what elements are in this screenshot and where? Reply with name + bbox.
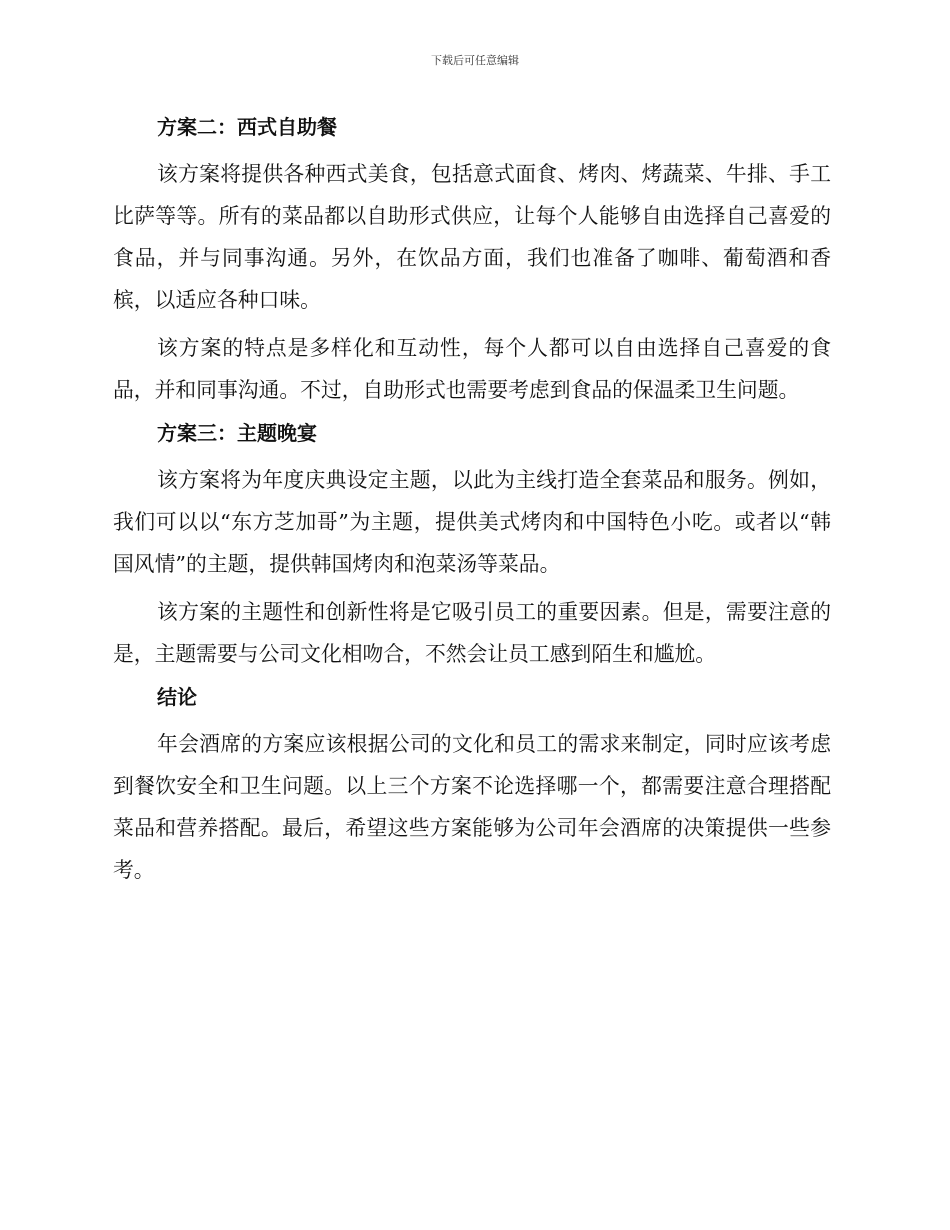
document-body: [113, 111, 831, 897]
paragraph: 该方案的特点是多样化和互动性，每个人都可以自由选择自己喜爱的食品，并和同事沟通。不过，自助形式也需要考虑到食品的保温柔卫生问题。: [113, 336, 831, 402]
paragraph: 该方案将为年度庆典设定主题，以此为主线打造全套菜品和服务。例如，我们可以以“东方芝加哥”为主题，提供美式烤肉和中国特色小吃。或者以“韩国风情”的主题，提供韩国烤肉和泡菜汤等菜品。: [113, 468, 831, 576]
section-heading-theme-dinner: 方案三：主题晚宴: [157, 421, 317, 445]
section-heading-buffet: 方案二：西式自助餐: [157, 115, 337, 139]
paragraph: 该方案将提供各种西式美食，包括意式面食、烤肉、烤蔬菜、牛排、手工比萨等等。所有的菜品都以自助形式供应，让每个人能够自由选择自己喜爱的食品，并与同事沟通。另外，在饮品方面，我们也准备了咖啡、葡萄酒和香槟，以适应各种口味。: [113, 162, 831, 312]
paragraph: 该方案的主题性和创新性将是它吸引员工的重要因素。但是，需要注意的是，主题需要与公司文化相吻合，不然会让员工感到陌生和尴尬。: [113, 600, 831, 666]
section-heading-conclusion: 结论: [157, 685, 197, 709]
page-header-note: 下载后可任意编辑: [431, 54, 519, 67]
paragraph: 年会酒席的方案应该根据公司的文化和员工的需求来制定，同时应该考虑到餐饮安全和卫生问题。以上三个方案不论选择哪一个，都需要注意合理搭配菜品和营养搭配。最后，希望这些方案能够为公司年会酒席的决策提供一些参考。: [113, 732, 831, 882]
